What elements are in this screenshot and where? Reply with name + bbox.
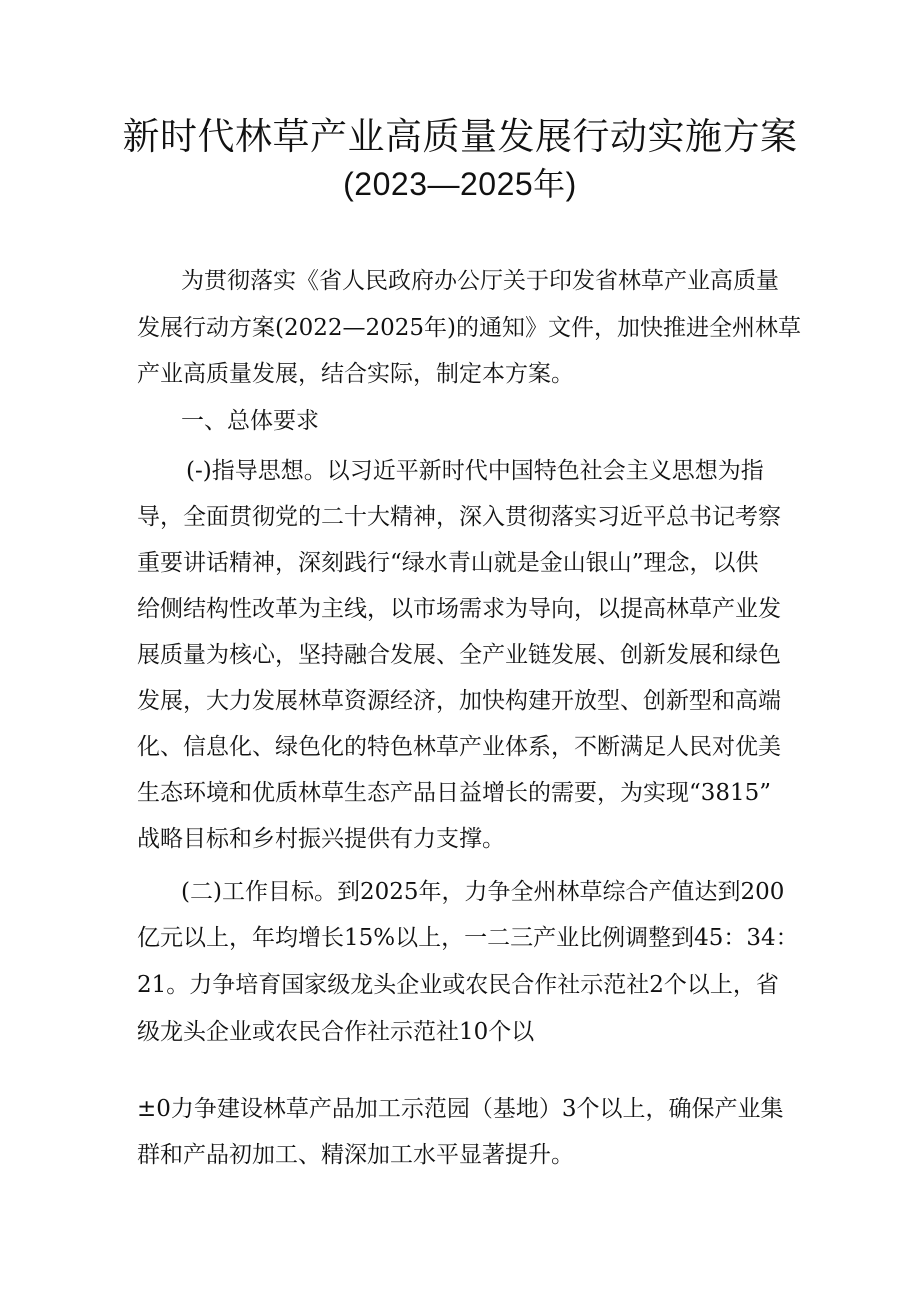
document-title: 新时代林草产业高质量发展行动实施方案	[122, 115, 798, 158]
paragraph-line: 重要讲话精神，深刻践行“绿水青山就是金山银山”理念，以供	[137, 550, 759, 576]
paragraph-line: 战略目标和乡村振兴提供有力支撑。	[137, 826, 505, 852]
paragraph-line: 导，全面贯彻党的二十大精神，深入贯彻落实习近平总书记考察	[137, 504, 781, 530]
paragraph-line: 群和产品初加工、精深加工水平显著提升。	[137, 1142, 574, 1168]
paragraph-line: 亿元以上，年均增长15%以上，一二三产业比例调整到45：34：	[137, 925, 799, 951]
section-heading: 一、总体要求	[181, 408, 319, 434]
paragraph-line: 产业高质量发展，结合实际，制定本方案。	[137, 361, 574, 387]
paragraph-line: 生态环境和优质林草生态产品日益增长的需要，为实现“3815”	[137, 780, 772, 806]
paragraph-line: 给侧结构性改革为主线，以市场需求为导向，以提高林草产业发	[137, 596, 781, 622]
paragraph-line: (-)指导思想。以习近平新时代中国特色社会主义思想为指	[186, 458, 764, 484]
paragraph-line: 发展行动方案(2022—2025年)的通知》文件，加快推进全州林草	[137, 315, 802, 341]
paragraph-line: (二)工作目标。到2025年，力争全州林草综合产值达到200	[181, 879, 785, 905]
paragraph-line: 发展，大力发展林草资源经济，加快构建开放型、创新型和高端	[137, 688, 781, 714]
paragraph-line: 展质量为核心，坚持融合发展、全产业链发展、创新发展和绿色	[137, 642, 781, 668]
paragraph-line: 级龙头企业或农民合作社示范社10个以	[137, 1019, 535, 1045]
paragraph-line: 21。力争培育国家级龙头企业或农民合作社示范社2个以上，省	[137, 972, 779, 998]
paragraph-line: ±0力争建设林草产品加工示范园（基地）3个以上，确保产业集	[137, 1096, 784, 1122]
paragraph-line: 化、信息化、绿色化的特色林草产业体系，不断满足人民对优美	[137, 734, 781, 760]
document-subtitle: (2023—2025年)	[343, 166, 577, 202]
paragraph-line: 为贯彻落实《省人民政府办公厅关于印发省林草产业高质量	[181, 268, 779, 294]
